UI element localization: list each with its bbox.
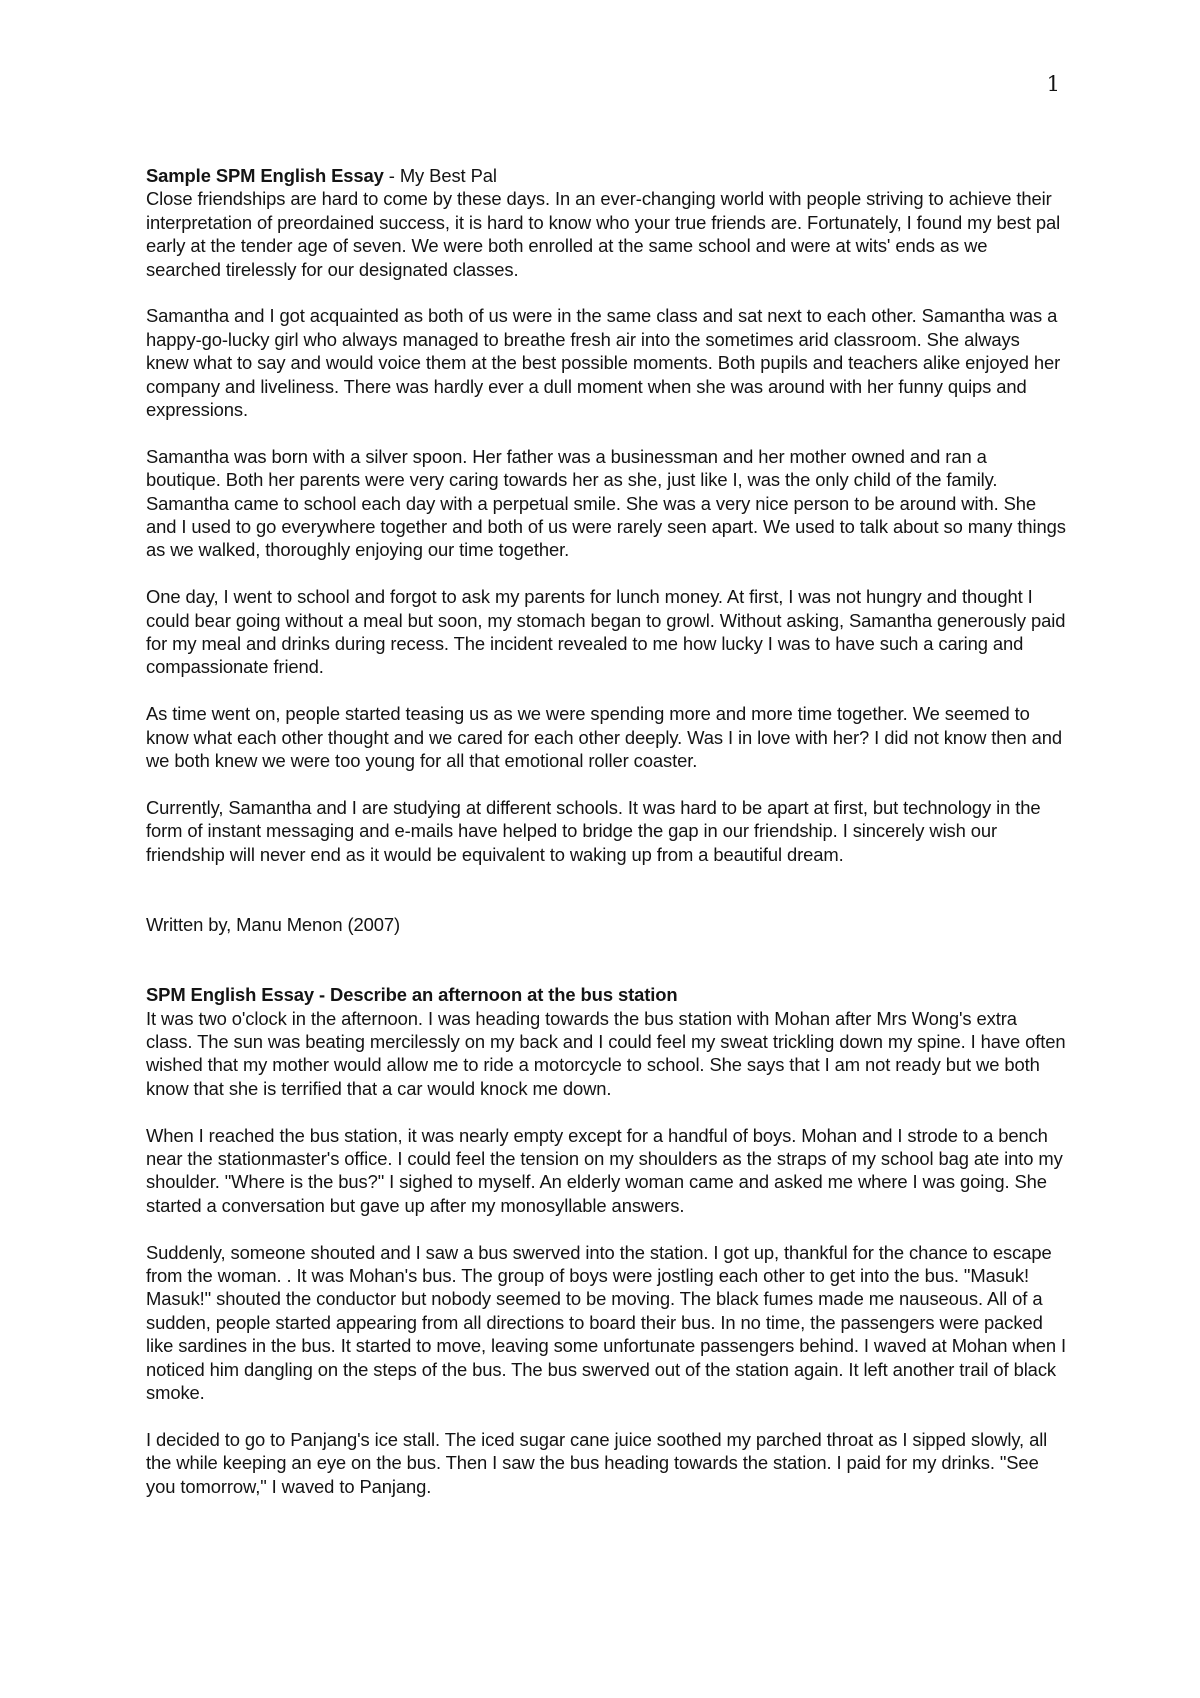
essay-title [146, 983, 1066, 1006]
essay-title-bold: SPM English Essay - Describe an afternoon at the bus station [146, 984, 678, 1006]
paragraph: Samantha was born with a silver spoon. Her father was a businessman and her mother owned and ran a boutique. Both her parents were very caring towards her as she, just like I, was the only child of the family. Samantha came to school each day with a perpetual smile. She was a very nice person to be around with. She and I used to go everywhere together and both of us were rarely seen apart. We used to talk about so many things as we walked, thoroughly enjoying our time together. [146, 445, 1066, 561]
paragraph: It was two o'clock in the afternoon. I was heading towards the bus station with Mohan after Mrs Wong's extra class. The sun was beating mercilessly on my back and I could feel my sweat trickling down my spine. I have often wished that my mother would allow me to ride a motorcycle to school. She says that I am not ready but we both know that she is terrified that a car would knock me down. [146, 1007, 1066, 1099]
paragraph: I decided to go to Panjang's ice stall. The iced sugar cane juice soothed my parched throat as I sipped slowly, all the while keeping an eye on the bus. Then I saw the bus heading towards the station. I paid for my drinks. "See you tomorrow," I waved to Panjang. [146, 1428, 1048, 1497]
document-body [146, 164, 1066, 1521]
author-byline: Written by, Manu Menon (2007) [146, 913, 401, 935]
page-number: 1 [1046, 72, 1060, 96]
essay-bus-station [146, 983, 1066, 1498]
essay-title [146, 164, 1066, 187]
essay-title-subtitle: - My Best Pal [383, 165, 497, 186]
paragraph: Close friendships are hard to come by these days. In an ever-changing world with people striving to achieve their interpretation of preordained success, it is hard to know who your true friends are. Fortunately, I found my best pal early at the tender age of seven. We were both enrolled at the same school and were at wits' ends as we searched tirelessly for our designated classes. [146, 188, 1061, 280]
essay-title-bold: Sample SPM English Essay [146, 165, 384, 186]
paragraph: Currently, Samantha and I are studying at different schools. It was hard to be apart at first, but technology in the form of instant messaging and e-mails have helped to bridge the gap in our friendship. I sincerely wish our friendship will never end as it would be equivalent to waking up from a beautiful dream. [146, 796, 1041, 865]
paragraph: One day, I went to school and forgot to ask my parents for lunch money. At first, I was not hungry and thought I could bear going without a meal but soon, my stomach began to growl. Without asking, Samantha generously paid for my meal and drinks during recess. The incident revealed to me how lucky I was to have such a caring and compassionate friend. [146, 586, 1066, 678]
paragraph: Samantha and I got acquainted as both of us were in the same class and sat next to each other. Samantha was a happy-go-lucky girl who always managed to breathe fresh air into the sometimes arid classroom. She always knew what to say and would voice them at the best possible moments. Both pupils and teachers alike enjoyed her company and liveliness. There was hardly ever a dull moment when she was around with her funny quips and expressions. [146, 305, 1061, 421]
paragraph: Suddenly, someone shouted and I saw a bus swerved into the station. I got up, thankful for the chance to escape from the woman. . It was Mohan's bus. The group of boys were jostling each other to get into the bus. "Masuk! Masuk!" shouted the conductor but nobody seemed to be moving. The black fumes made me nauseous. All of a sudden, people started appearing from all directions to board their bus. In no time, the passengers were packed like sardines in the bus. It started to move, leaving some unfortunate passengers behind. I waved at Mohan when I noticed him dangling on the steps of the bus. The bus swerved out of the station again. It left another trail of black smoke. [146, 1241, 1067, 1403]
paragraph: As time went on, people started teasing us as we were spending more and more time together. We seemed to know what each other thought and we cared for each other deeply. Was I in love with her? I did not know then and we both knew we were too young for all that emotional roller coaster. [146, 703, 1063, 772]
paragraph: When I reached the bus station, it was nearly empty except for a handful of boys. Mohan and I strode to a bench near the stationmaster's office. I could feel the tension on my shoulders as the straps of my school bag ate into my shoulder. "Where is the bus?" I sighed to myself. An elderly woman came and asked me where I was going. She started a conversation but gave up after my monosyllable answers. [146, 1124, 1063, 1216]
essay-my-best-pal [146, 164, 1066, 936]
